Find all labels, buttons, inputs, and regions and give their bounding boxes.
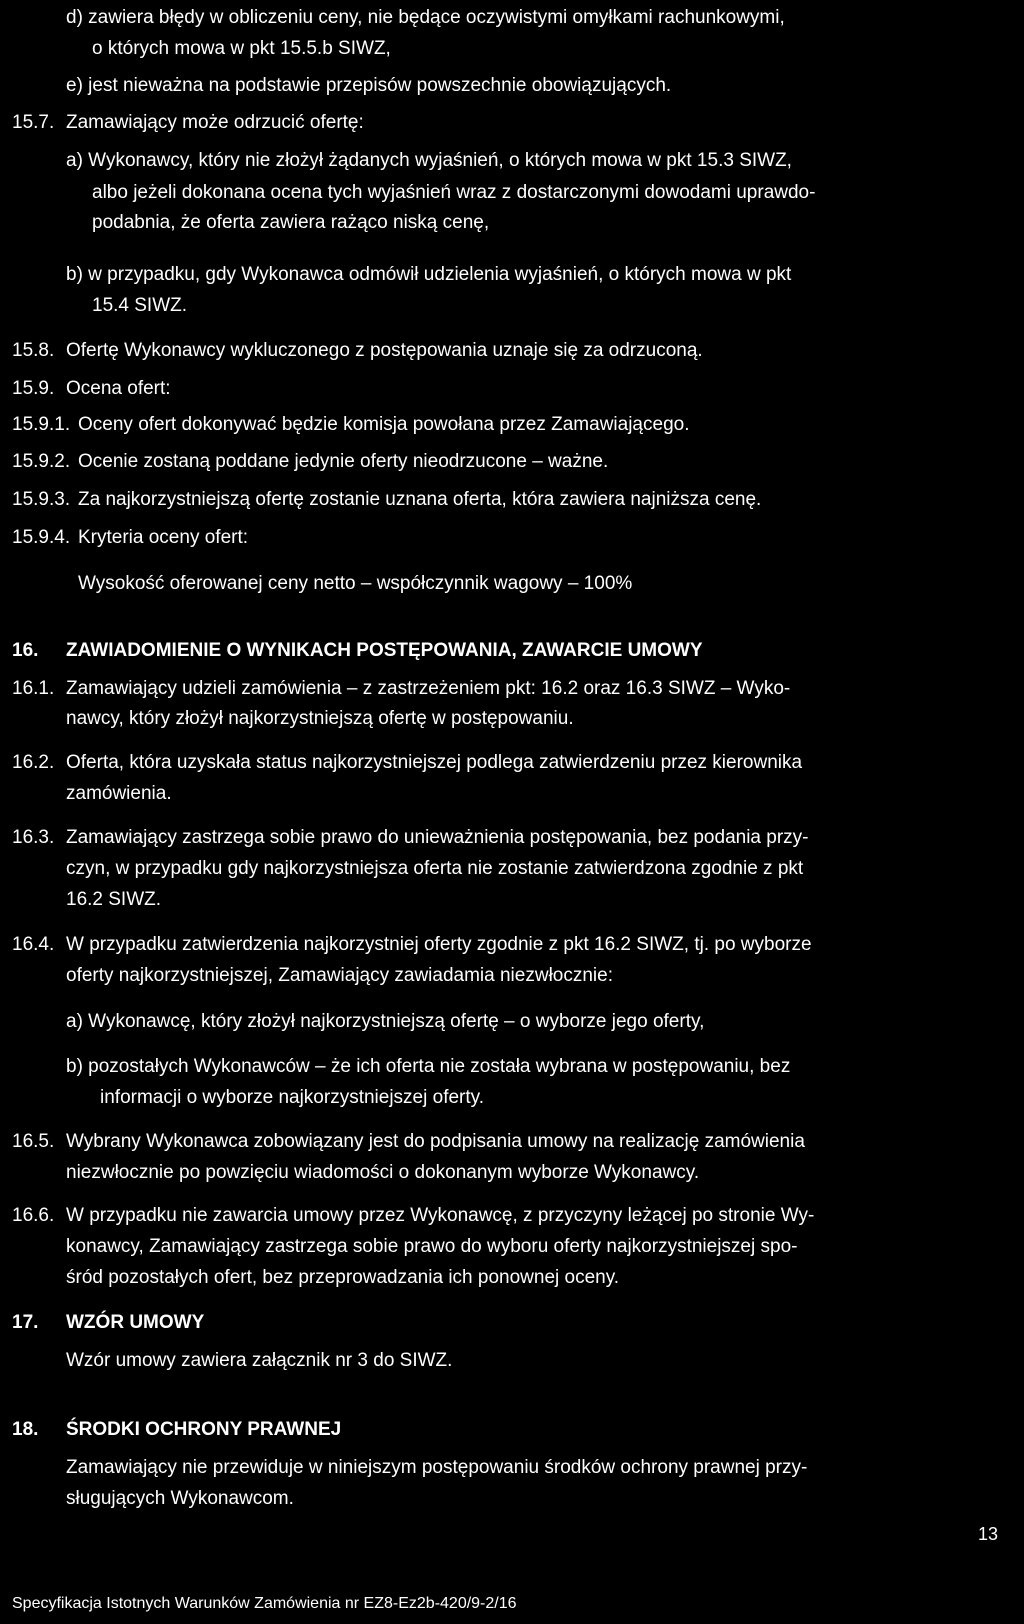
section-number: 16.1. [12, 678, 55, 699]
section-number: 15.9.2. [12, 451, 71, 472]
text-line: Wysokość oferowanej ceny netto – współczynnik wagowy – 100% [78, 573, 633, 594]
text-line: Zamawiający udzieli zamówienia – z zastrzeżeniem pkt: 16.2 oraz 16.3 SIWZ – Wyko- [66, 678, 791, 699]
text-line: b) pozostałych Wykonawców – że ich oferta nie została wybrana w postępowaniu, bez [66, 1056, 791, 1077]
page-number: 13 [978, 1524, 999, 1544]
text-line: e) jest nieważna na podstawie przepisów powszechnie obowiązujących. [66, 75, 672, 96]
section-heading: WZÓR UMOWY [66, 1312, 205, 1333]
section-heading: ZAWIADOMIENIE O WYNIKACH POSTĘPOWANIA, ZAWARCIE UMOWY [66, 640, 703, 661]
text-line: W przypadku nie zawarcia umowy przez Wykonawcę, z przyczyny leżącej po stronie Wy- [66, 1205, 815, 1226]
text-line: 16.2 SIWZ. [66, 889, 162, 910]
section-number: 18. [12, 1419, 39, 1440]
page-footer: Specyfikacja Istotnych Warunków Zamówienia nr EZ8-Ez2b-420/9-2/16 [12, 1595, 517, 1612]
section-number: 16.5. [12, 1131, 55, 1152]
text-line: Kryteria oceny ofert: [78, 527, 249, 548]
text-line: Zamawiający może odrzucić ofertę: [66, 112, 364, 133]
section-number: 15.7. [12, 112, 55, 133]
text-line: a) Wykonawcy, który nie złożył żądanych wyjaśnień, o których mowa w pkt 15.3 SIWZ, [66, 150, 792, 171]
text-line: Zamawiający zastrzega sobie prawo do unieważnienia postępowania, bez podania przy- [66, 827, 809, 848]
text-line: o których mowa w pkt 15.5.b SIWZ, [92, 38, 391, 59]
text-line: niezwłocznie po powzięciu wiadomości o dokonanym wyborze Wykonawcy. [66, 1162, 700, 1183]
section-number: 15.8. [12, 340, 55, 361]
text-line: 15.4 SIWZ. [92, 295, 188, 316]
text-line: a) Wykonawcę, który złożył najkorzystniejszą ofertę – o wyborze jego oferty, [66, 1011, 705, 1032]
section-number: 16.6. [12, 1205, 55, 1226]
text-line: albo jeżeli dokonana ocena tych wyjaśnień wraz z dostarczonymi dowodami uprawdo- [92, 182, 816, 203]
text-line: Ocenie zostaną poddane jedynie oferty nieodrzucone – ważne. [78, 451, 609, 472]
text-line: czyn, w przypadku gdy najkorzystniejsza oferta nie zostanie zatwierdzona zgodnie z pkt [66, 858, 804, 879]
text-line: nawcy, który złożył najkorzystniejszą ofertę w postępowaniu. [66, 708, 574, 729]
section-number: 15.9. [12, 378, 55, 399]
section-number: 16.2. [12, 752, 55, 773]
text-line: śród pozostałych ofert, bez przeprowadzania ich ponownej oceny. [66, 1267, 620, 1288]
text-line: informacji o wyborze najkorzystniejszej oferty. [100, 1087, 485, 1108]
text-line: Wzór umowy zawiera załącznik nr 3 do SIWZ. [66, 1350, 453, 1371]
text-line: konawcy, Zamawiający zastrzega sobie prawo do wyboru oferty najkorzystniejszej spo- [66, 1236, 798, 1257]
text-line: sługujących Wykonawcom. [66, 1488, 294, 1509]
text-line: b) w przypadku, gdy Wykonawca odmówił udzielenia wyjaśnień, o których mowa w pkt [66, 264, 792, 285]
section-number: 15.9.4. [12, 527, 71, 548]
text-line: Oferta, która uzyskała status najkorzystniejszej podlega zatwierdzeniu przez kierownika [66, 752, 803, 773]
section-number: 16.4. [12, 934, 55, 955]
section-number: 17. [12, 1312, 39, 1333]
text-line: W przypadku zatwierdzenia najkorzystniej oferty zgodnie z pkt 16.2 SIWZ, tj. po wyborze [66, 934, 812, 955]
text-line: Oceny ofert dokonywać będzie komisja powołana przez Zamawiającego. [78, 414, 690, 435]
text-line: Zamawiający nie przewiduje w niniejszym postępowaniu środków ochrony prawnej przy- [66, 1457, 808, 1478]
section-heading: ŚRODKI OCHRONY PRAWNEJ [66, 1419, 342, 1440]
text-line: zamówienia. [66, 783, 172, 804]
text-line: oferty najkorzystniejszej, Zamawiający zawiadamia niezwłocznie: [66, 965, 613, 986]
section-number: 15.9.3. [12, 489, 71, 510]
section-number: 15.9.1. [12, 414, 71, 435]
text-line: d) zawiera błędy w obliczeniu ceny, nie będące oczywistymi omyłkami rachunkowymi, [66, 7, 785, 28]
text-line: Wybrany Wykonawca zobowiązany jest do podpisania umowy na realizację zamówienia [66, 1131, 805, 1152]
text-line: podabnia, że oferta zawiera rażąco niską cenę, [92, 212, 490, 233]
text-line: Ofertę Wykonawcy wykluczonego z postępowania uznaje się za odrzuconą. [66, 340, 703, 361]
section-number: 16.3. [12, 827, 55, 848]
section-number: 16. [12, 640, 39, 661]
text-line: Za najkorzystniejszą ofertę zostanie uznana oferta, która zawiera najniższa cenę. [78, 489, 762, 510]
text-line: Ocena ofert: [66, 378, 171, 399]
